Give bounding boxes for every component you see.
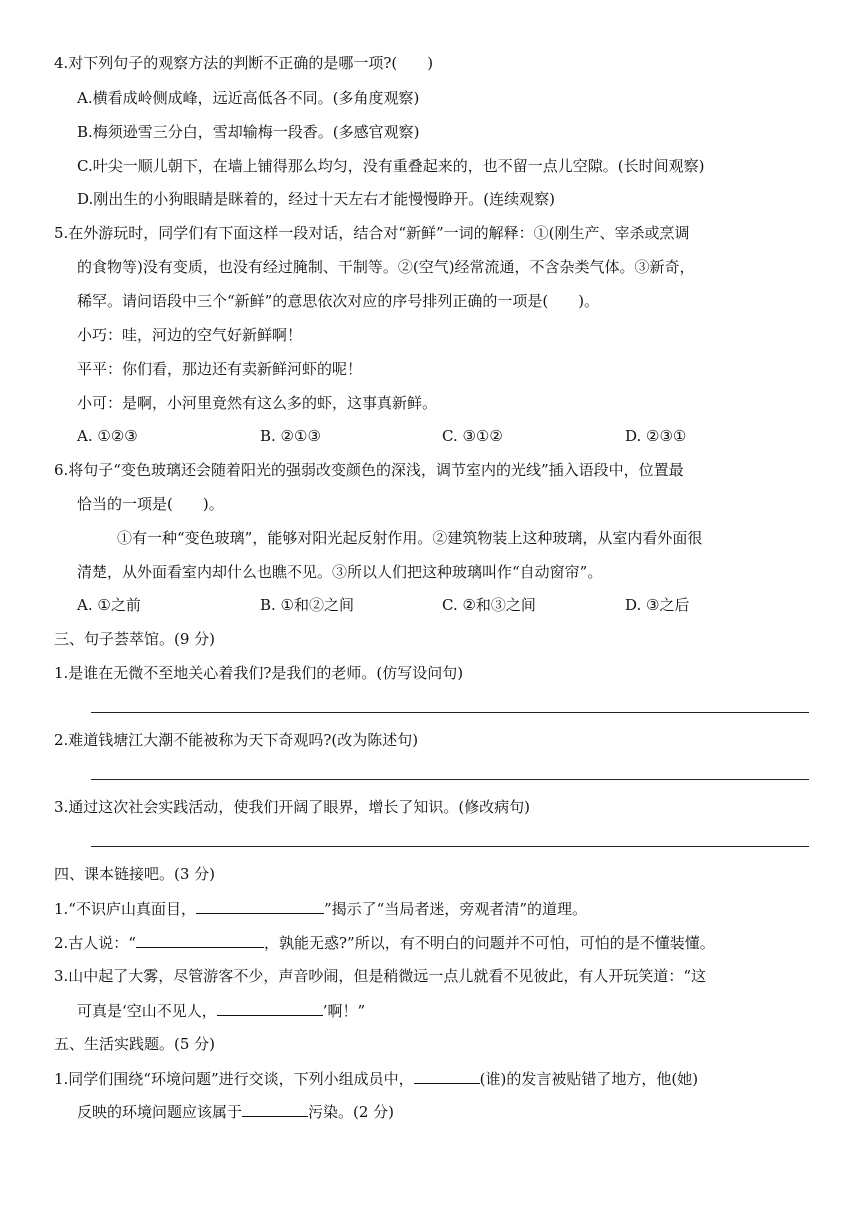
q6-passage-line-1: ①有一种“变色玻璃”，能够对阳光起反射作用。②建筑物装上这种玻璃，从室内看外面很	[117, 529, 703, 547]
q6-passage-line-2: 清楚，从外面看室内却什么也瞧不见。③所以人们把这种玻璃叫作“自动窗帘”。	[77, 563, 603, 581]
section3-answer-line-1[interactable]	[91, 712, 809, 713]
section5-item-1-line-1	[54, 1067, 698, 1090]
q4-option-b: B.梅须逊雪三分白，雪却输梅一段香。(多感官观察)	[77, 123, 420, 141]
q6-option-c: C. ②和③之间	[442, 596, 536, 614]
q5-option-d: D. ②③①	[625, 427, 687, 445]
section4-item-3-line-1: 3.山中起了大雾，尽管游客不少，声音吵闹，但是稍微远一点儿就看不见彼此，有人开玩笑道：“这	[54, 967, 706, 985]
section5-item-1-part-d: 污染。(2 分)	[308, 1103, 395, 1121]
section3-item-1: 1.是谁在无微不至地关心着我们?是我们的老师。(仿写设问句)	[54, 664, 464, 682]
section4-item-2-blank[interactable]	[136, 931, 264, 948]
section3-item-2: 2.难道钱塘江大潮不能被称为天下奇观吗?(改为陈述句)	[54, 731, 419, 749]
q6-option-a: A. ①之前	[77, 596, 141, 614]
q5-option-b: B. ②①③	[260, 427, 321, 445]
q6-stem-line-2: 恰当的一项是( )。	[77, 495, 224, 513]
section5-item-1-part-a: 1.同学们围绕“环境问题”进行交谈，下列小组成员中，	[54, 1070, 414, 1088]
section5-item-1-part-c: 反映的环境问题应该属于	[77, 1103, 243, 1121]
section5-who-blank[interactable]	[414, 1067, 480, 1084]
section3-answer-line-3[interactable]	[91, 846, 809, 847]
q6-stem-line-1: 6.将句子“变色玻璃还会随着阳光的强弱改变颜色的深浅，调节室内的光线”插入语段中，位置最	[54, 461, 684, 479]
section4-item-2-before: 2.古人说：“	[54, 934, 136, 952]
section5-item-1-line-2	[77, 1100, 394, 1123]
section5-title: 五、生活实践题。(5 分)	[54, 1035, 216, 1053]
section4-title: 四、课本链接吧。(3 分)	[54, 865, 216, 883]
q5-dialogue-3: 小可：是啊，小河里竟然有这么多的虾，这事真新鲜。	[77, 394, 438, 412]
section4-item-2	[54, 931, 715, 954]
q5-dialogue-1: 小巧：哇，河边的空气好新鲜啊！	[77, 326, 303, 344]
q6-option-d: D. ③之后	[625, 596, 690, 614]
section5-pollution-blank[interactable]	[242, 1100, 308, 1117]
q4-stem: 4.对下列句子的观察方法的判断不正确的是哪一项?( )	[54, 54, 434, 72]
section4-item-3-after: ’啊！”	[322, 1002, 366, 1020]
q5-stem-line-2: 的食物等)没有变质，也没有经过腌制、干制等。②(空气)经常流通，不含杂类气体。③新奇，	[77, 258, 695, 276]
q4-option-d: D.刚出生的小狗眼睛是眯着的，经过十天左右才能慢慢睁开。(连续观察)	[77, 190, 555, 208]
section4-item-1	[54, 897, 587, 920]
section4-item-3-before: 可真是‘空山不见人，	[77, 1002, 217, 1020]
q5-stem-line-1: 5.在外游玩时，同学们有下面这样一段对话，结合对“新鲜”一词的解释：①(刚生产、宰杀或烹调	[54, 224, 690, 242]
section5-item-1-part-b: (谁)的发言被贴错了地方，他(她)	[479, 1070, 699, 1088]
q5-dialogue-2: 平平：你们看，那边还有卖新鲜河虾的呢！	[77, 360, 363, 378]
section4-item-1-blank[interactable]	[196, 897, 324, 914]
q4-option-a: A.横看成岭侧成峰，远近高低各不同。(多角度观察)	[77, 89, 420, 107]
section3-answer-line-2[interactable]	[91, 779, 809, 780]
section4-item-3-line-2	[77, 999, 365, 1022]
q6-option-b: B. ①和②之间	[260, 596, 355, 614]
section4-item-1-before: 1.“不识庐山真面目，	[54, 900, 196, 918]
q4-option-c: C.叶尖一顺儿朝下，在墙上铺得那么均匀，没有重叠起来的，也不留一点儿空隙。(长时间观察)	[77, 157, 705, 175]
section4-item-1-after: ”揭示了“当局者迷，旁观者清”的道理。	[323, 900, 587, 918]
section3-item-3: 3.通过这次社会实践活动，使我们开阔了眼界，增长了知识。(修改病句)	[54, 798, 531, 816]
section4-item-3-blank[interactable]	[217, 999, 323, 1016]
section4-item-2-after: ，孰能无惑?”所以，有不明白的问题并不可怕，可怕的是不懂装懂。	[263, 934, 715, 952]
q5-option-a: A. ①②③	[77, 427, 138, 445]
q5-option-c: C. ③①②	[442, 427, 503, 445]
section3-title: 三、句子荟萃馆。(9 分)	[54, 630, 216, 648]
q5-stem-line-3: 稀罕。请问语段中三个“新鲜”的意思依次对应的序号排列正确的一项是( )。	[77, 292, 600, 310]
